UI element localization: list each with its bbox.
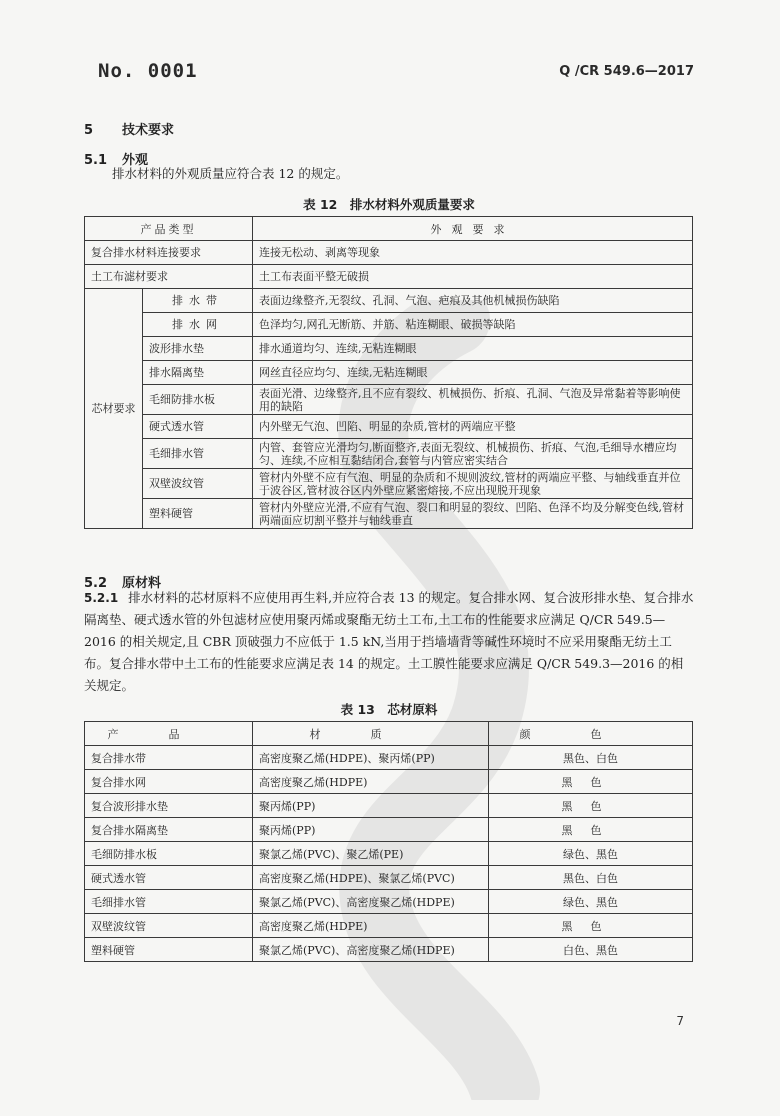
table-row bbox=[85, 890, 693, 914]
color-cell: 黑色 bbox=[489, 770, 693, 794]
product-type-cell: 毛细排水管 bbox=[143, 439, 253, 469]
standard-number: Q /CR 549.6—2017 bbox=[559, 64, 694, 79]
table-row bbox=[85, 385, 693, 415]
section-5-2-1-body bbox=[84, 587, 694, 697]
color-cell: 白色、黑色 bbox=[489, 938, 693, 962]
material-cell: 聚氯乙烯(PVC)、聚乙烯(PE) bbox=[253, 842, 489, 866]
color-cell: 黑色、白色 bbox=[489, 866, 693, 890]
table-row bbox=[85, 337, 693, 361]
table-13 bbox=[84, 721, 693, 962]
color-cell: 黑色 bbox=[489, 914, 693, 938]
requirement-cell: 色泽均匀,网孔无断筋、并筋、粘连糊眼、破损等缺陷 bbox=[253, 313, 693, 337]
product-type-cell: 波形排水垫 bbox=[143, 337, 253, 361]
table-row bbox=[85, 770, 693, 794]
section-title: 外观 bbox=[122, 153, 149, 168]
requirement-cell: 内管、套管应光滑均匀,断面整齐,表面无裂纹、机械损伤、折痕、气泡,毛细导水槽应均匀、连续,不应相互黏结闭合,套管与内管应密实结合 bbox=[253, 439, 693, 469]
section-number: 5 bbox=[84, 123, 94, 138]
product-type-cell: 排水隔离垫 bbox=[143, 361, 253, 385]
section-number: 5.1 bbox=[84, 153, 108, 168]
requirement-cell: 管材内外壁不应有气泡、明显的杂质和不规则波纹,管材的两端应平整、与轴线垂直并位于波谷区,管材波谷区内外壁应紧密熔接,不应出现脱开现象 bbox=[253, 469, 693, 499]
table-row bbox=[85, 361, 693, 385]
table-row bbox=[85, 818, 693, 842]
requirement-cell: 内外壁无气泡、凹陷、明显的杂质,管材的两端应平整 bbox=[253, 415, 693, 439]
product-cell: 双壁波纹管 bbox=[85, 914, 253, 938]
color-cell: 绿色、黑色 bbox=[489, 842, 693, 866]
product-type-cell: 排水网 bbox=[143, 313, 253, 337]
clause-number: 5.2.1 bbox=[84, 591, 119, 605]
table-row bbox=[85, 439, 693, 469]
product-type-cell: 硬式透水管 bbox=[143, 415, 253, 439]
material-cell: 高密度聚乙烯(HDPE) bbox=[253, 770, 489, 794]
table-row bbox=[85, 241, 693, 265]
table-row bbox=[85, 794, 693, 818]
core-material-group-cell: 芯材要求 bbox=[85, 289, 143, 529]
color-cell: 黑色 bbox=[489, 818, 693, 842]
table-row bbox=[85, 914, 693, 938]
product-cell: 毛细排水管 bbox=[85, 890, 253, 914]
section-5-heading bbox=[84, 119, 174, 138]
column-header-appearance: 外观要求 bbox=[253, 217, 693, 241]
table-row bbox=[85, 499, 693, 529]
table-row bbox=[85, 746, 693, 770]
column-header-material: 材质 bbox=[253, 722, 489, 746]
product-type-cell: 复合排水材料连接要求 bbox=[85, 241, 253, 265]
material-cell: 高密度聚乙烯(HDPE)、聚丙烯(PP) bbox=[253, 746, 489, 770]
table-13-title: 表 13 芯材原料 bbox=[340, 702, 438, 717]
color-cell: 黑色 bbox=[489, 794, 693, 818]
material-cell: 聚氯乙烯(PVC)、高密度聚乙烯(HDPE) bbox=[253, 938, 489, 962]
table-row bbox=[85, 265, 693, 289]
table-row bbox=[85, 415, 693, 439]
requirement-cell: 土工布表面平整无破损 bbox=[253, 265, 693, 289]
color-cell: 绿色、黑色 bbox=[489, 890, 693, 914]
column-header-product: 产品 bbox=[85, 722, 253, 746]
table-header-row bbox=[85, 722, 693, 746]
requirement-cell: 表面边缘整齐,无裂纹、孔洞、气泡、疤痕及其他机械损伤缺陷 bbox=[253, 289, 693, 313]
requirement-cell: 排水通道均匀、连续,无粘连糊眼 bbox=[253, 337, 693, 361]
product-cell: 复合排水带 bbox=[85, 746, 253, 770]
color-cell: 黑色、白色 bbox=[489, 746, 693, 770]
table-12-title: 表 12 排水材料外观质量要求 bbox=[303, 197, 475, 212]
product-type-cell: 毛细防排水板 bbox=[143, 385, 253, 415]
table-row bbox=[85, 938, 693, 962]
material-cell: 聚丙烯(PP) bbox=[253, 794, 489, 818]
material-cell: 聚丙烯(PP) bbox=[253, 818, 489, 842]
product-cell: 毛细防排水板 bbox=[85, 842, 253, 866]
table-row bbox=[85, 866, 693, 890]
table-row bbox=[85, 313, 693, 337]
column-header-color: 颜色 bbox=[489, 722, 693, 746]
product-cell: 复合排水网 bbox=[85, 770, 253, 794]
section-title: 原材料 bbox=[122, 576, 162, 591]
requirement-cell: 管材内外壁应光滑,不应有气泡、裂口和明显的裂纹、凹陷、色泽不均及分解变色线,管材两端面应切割平整并与轴线垂直 bbox=[253, 499, 693, 529]
requirement-cell: 连接无松动、剥离等现象 bbox=[253, 241, 693, 265]
section-title: 技术要求 bbox=[122, 123, 175, 138]
product-cell: 复合波形排水垫 bbox=[85, 794, 253, 818]
table-row bbox=[85, 469, 693, 499]
table-row bbox=[85, 289, 693, 313]
table-header-row bbox=[85, 217, 693, 241]
product-type-cell: 双壁波纹管 bbox=[143, 469, 253, 499]
document-number: No. 0001 bbox=[98, 60, 198, 82]
page-number: 7 bbox=[676, 1014, 684, 1028]
section-number: 5.2 bbox=[84, 576, 108, 591]
table-12 bbox=[84, 216, 693, 529]
clause-text: 排水材料的芯材原料不应使用再生料,并应符合表 13 的规定。复合排水网、复合波形排水垫、复合排水隔离垫、硬式透水管的外包滤材应使用聚丙烯或聚酯无纺土工布,土工布的性能要求应满足 Q/CR 549.5—2016 的相关规定,且 CBR 顶破强力不应低于 1.5 kN,当用于挡墙墙背等碱性环境时不应采用聚酯无纺土工布。复合排水带中土工布的性能要求应满足表 14 的规定。土工膜性能要求应满足 Q/CR 549.3—2016 的相关规定。 bbox=[84, 590, 694, 693]
product-cell: 塑料硬管 bbox=[85, 938, 253, 962]
material-cell: 高密度聚乙烯(HDPE)、聚氯乙烯(PVC) bbox=[253, 866, 489, 890]
requirement-cell: 表面光滑、边缘整齐,且不应有裂纹、机械损伤、折痕、孔洞、气泡及异常黏着等影响使用的缺陷 bbox=[253, 385, 693, 415]
material-cell: 聚氯乙烯(PVC)、高密度聚乙烯(HDPE) bbox=[253, 890, 489, 914]
requirement-cell: 网丝直径应均匀、连续,无粘连糊眼 bbox=[253, 361, 693, 385]
column-header-product-type: 产品类型 bbox=[85, 217, 253, 241]
material-cell: 高密度聚乙烯(HDPE) bbox=[253, 914, 489, 938]
section-5-1-body: 排水材料的外观质量应符合表 12 的规定。 bbox=[112, 166, 349, 181]
product-cell: 硬式透水管 bbox=[85, 866, 253, 890]
product-type-cell: 塑料硬管 bbox=[143, 499, 253, 529]
product-cell: 复合排水隔离垫 bbox=[85, 818, 253, 842]
table-row bbox=[85, 842, 693, 866]
product-type-cell: 排水带 bbox=[143, 289, 253, 313]
product-type-cell: 土工布滤材要求 bbox=[85, 265, 253, 289]
